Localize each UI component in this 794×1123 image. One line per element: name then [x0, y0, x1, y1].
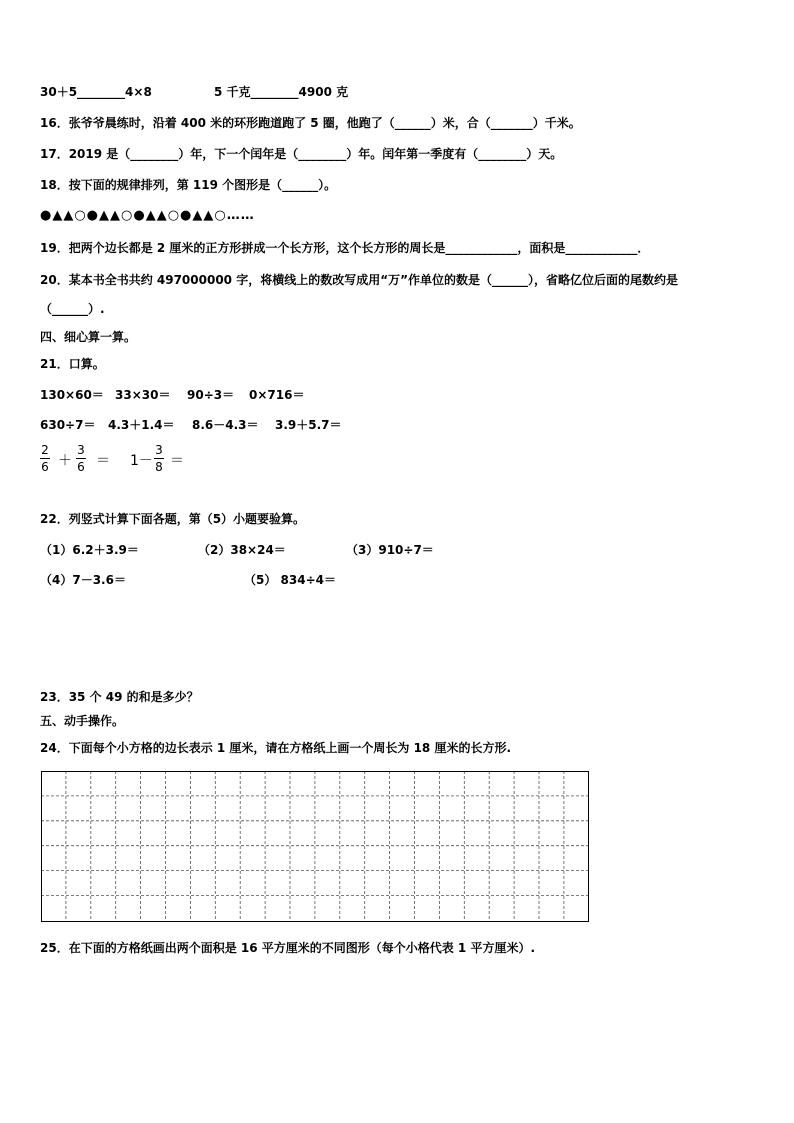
calc-1-1: 130×60＝ — [40, 388, 104, 402]
equals-sign-1: ＝ — [96, 453, 110, 469]
vertical-calc-5: （5） 834÷4＝ — [244, 573, 336, 587]
plus-sign: ＋ — [58, 453, 72, 469]
vertical-calc-4: （4）7－3.6＝ — [40, 573, 126, 587]
question-24: 24．下面每个小方格的边长表示 1 厘米，请在方格纸上画一个周长为 18 厘米的长方形. — [40, 741, 512, 755]
vertical-calc-2: （2）38×24＝ — [198, 543, 286, 557]
fraction-1 — [40, 443, 50, 474]
fraction-1-denominator: 6 — [41, 460, 49, 474]
fraction-2-numerator: 3 — [77, 443, 85, 457]
calc-2-1: 630÷7＝ — [40, 418, 96, 432]
fraction-3-numerator: 3 — [155, 443, 163, 457]
calc-2-2: 4.3＋1.4＝ — [108, 418, 175, 432]
shape-pattern: ●▲▲○●▲▲○●▲▲○●▲▲○…… — [40, 208, 255, 223]
calc-1-3: 90÷3＝ — [187, 388, 235, 402]
line-compare-2: 5 千克________4900 克 — [214, 85, 349, 99]
calc-2-4: 3.9＋5.7＝ — [275, 418, 342, 432]
question-20-line2: （______）. — [40, 302, 105, 316]
fraction-1-numerator: 2 — [41, 443, 49, 457]
vertical-calc-1: （1）6.2＋3.9＝ — [40, 543, 139, 557]
question-25: 25．在下面的方格纸画出两个面积是 16 平方厘米的不同图形（每个小格代表 1 平方厘米）. — [40, 941, 536, 955]
fraction-2-denominator: 6 — [77, 460, 85, 474]
question-17: 17．2019 是（________）年，下一个闰年是（________）年。闰年第一季度有（________）天。 — [40, 147, 563, 161]
fraction-3-denominator: 8 — [155, 460, 163, 474]
equals-sign-2: ＝ — [170, 453, 184, 469]
question-16: 16．张爷爷晨练时，沿着 400 米的环形跑道跑了 5 圈，他跑了（______）米，合（_______）千米。 — [40, 116, 581, 130]
grid-paper[interactable] — [41, 771, 589, 922]
fraction-2 — [76, 443, 86, 474]
one-minus: 1－ — [130, 453, 153, 469]
question-23: 23．35 个 49 的和是多少？ — [40, 690, 199, 704]
calc-2-3: 8.6－4.3＝ — [192, 418, 259, 432]
line-compare-1: 30＋5________4×8 — [40, 85, 152, 99]
fraction-3 — [154, 443, 164, 474]
question-21: 21．口算。 — [40, 357, 105, 371]
question-19: 19．把两个边长都是 2 厘米的正方形拼成一个长方形，这个长方形的周长是____________，面积是____________． — [40, 241, 650, 255]
question-20-line1: 20．某本书全书共约 497000000 字，将横线上的数改写成用“万”作单位的数是（______），省略亿位后面的尾数约是 — [40, 273, 678, 287]
section-4-heading: 四、细心算一算。 — [40, 330, 137, 344]
calc-1-2: 33×30＝ — [115, 388, 171, 402]
question-22: 22．列竖式计算下面各题，第（5）小题要验算。 — [40, 512, 306, 526]
section-5-heading: 五、动手操作。 — [40, 714, 125, 728]
calc-1-4: 0×716＝ — [249, 388, 305, 402]
vertical-calc-3: （3）910÷7＝ — [346, 543, 434, 557]
question-18: 18．按下面的规律排列，第 119 个图形是（______）。 — [40, 178, 337, 192]
